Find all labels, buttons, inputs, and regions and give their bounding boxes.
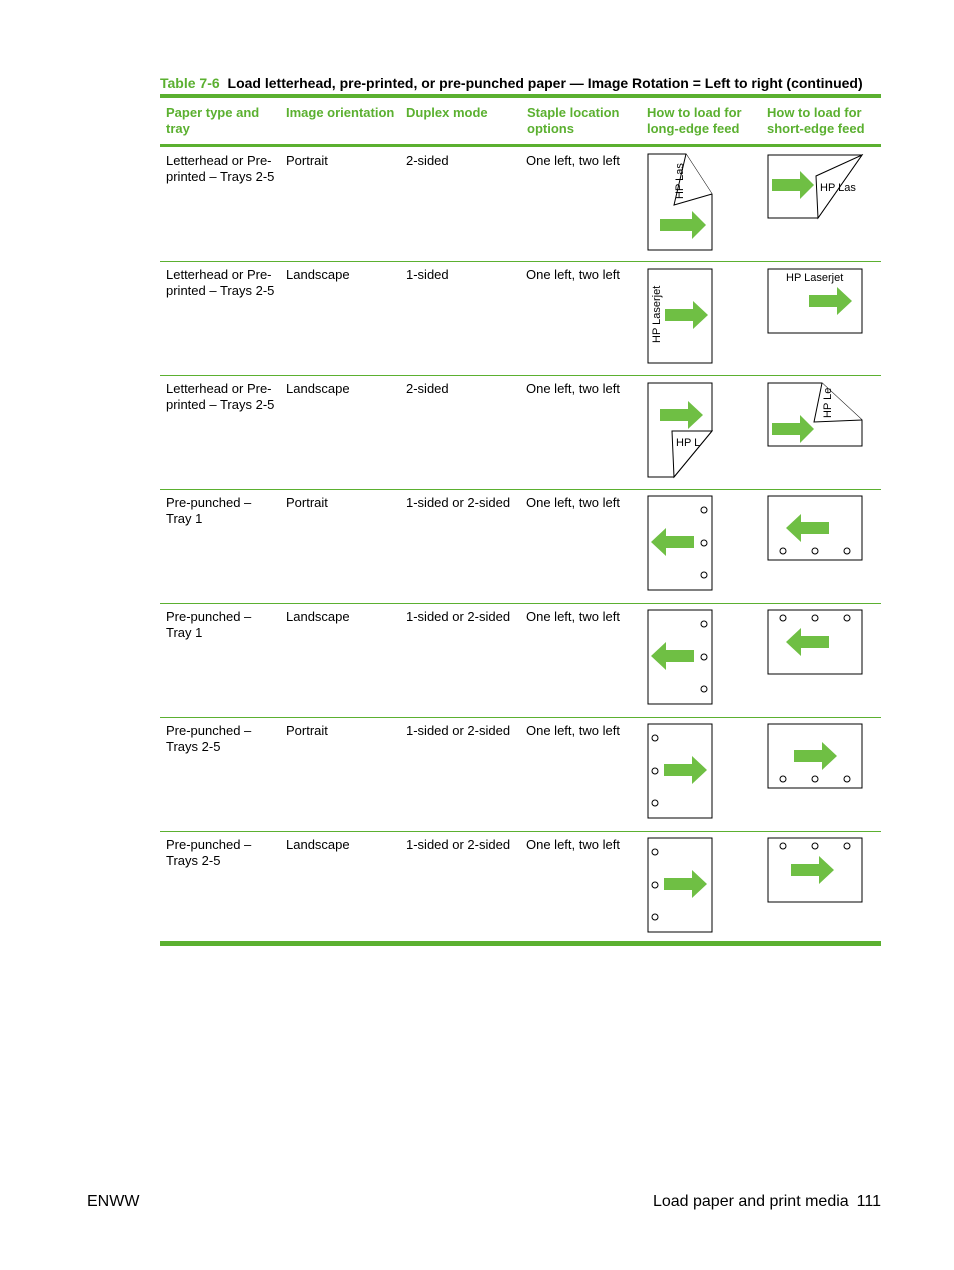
staple-cell: One left, two left xyxy=(526,381,620,396)
staple-cell: One left, two left xyxy=(526,495,620,510)
paper-type-cell: Pre-punched – Tray 1 xyxy=(166,609,252,640)
table-row xyxy=(160,489,881,604)
long-edge-feed-figure xyxy=(647,723,714,820)
footer-section-title: Load paper and print media xyxy=(652,1193,849,1210)
duplex-cell: 1-sided or 2-sided xyxy=(406,723,511,738)
orientation-cell: Landscape xyxy=(286,267,350,282)
hp-logo-text: HP Le xyxy=(822,387,834,418)
header-staple-location: Staple location options xyxy=(527,105,620,136)
hp-logo-text: HP L xyxy=(676,437,701,449)
duplex-cell: 2-sided xyxy=(406,381,449,396)
long-edge-feed-figure xyxy=(647,495,714,592)
table-row xyxy=(160,375,881,490)
header-duplex-mode: Duplex mode xyxy=(406,105,488,120)
paper-type-cell: Letterhead or Pre-printed – Trays 2-5 xyxy=(166,381,275,412)
staple-cell: One left, two left xyxy=(526,837,620,852)
header-long-edge-feed: How to load for long-edge feed xyxy=(647,105,742,136)
long-edge-feed-figure xyxy=(647,837,714,934)
table-title: Load letterhead, pre-printed, or pre-punched paper — Image Rotation = Left to right (continued) xyxy=(227,75,863,91)
duplex-cell: 1-sided or 2-sided xyxy=(406,609,511,624)
table-row xyxy=(160,261,881,376)
long-edge-feed-figure xyxy=(647,609,714,706)
staple-cell: One left, two left xyxy=(526,153,620,168)
hp-logo-text: HP Las xyxy=(820,182,856,194)
table-caption xyxy=(160,75,881,91)
table-row xyxy=(160,603,881,718)
duplex-cell: 1-sided or 2-sided xyxy=(406,837,511,852)
header-short-edge-feed: How to load for short-edge feed xyxy=(767,105,865,136)
hp-logo-text: HP Laserjet xyxy=(651,285,663,343)
orientation-cell: Portrait xyxy=(286,153,328,168)
footer-enww: ENWW xyxy=(87,1193,140,1210)
staple-cell: One left, two left xyxy=(526,723,620,738)
table-bottom-rule xyxy=(160,941,881,946)
header-image-orientation: Image orientation xyxy=(286,105,395,120)
short-edge-feed-figure xyxy=(767,495,864,561)
orientation-cell: Landscape xyxy=(286,837,350,852)
page-number: 111 xyxy=(856,1193,881,1210)
short-edge-feed-figure xyxy=(767,154,864,220)
short-edge-feed-figure xyxy=(767,268,864,334)
header-paper-type: Paper type and tray xyxy=(166,105,260,136)
duplex-cell: 2-sided xyxy=(406,153,449,168)
table-number: Table 7-6 xyxy=(160,75,220,91)
short-edge-feed-figure xyxy=(767,609,864,675)
table-row xyxy=(160,831,881,945)
staple-cell: One left, two left xyxy=(526,609,620,624)
paper-type-cell: Pre-punched – Trays 2-5 xyxy=(166,837,252,868)
duplex-cell: 1-sided or 2-sided xyxy=(406,495,511,510)
orientation-cell: Portrait xyxy=(286,495,328,510)
staple-cell: One left, two left xyxy=(526,267,620,282)
long-edge-feed-figure xyxy=(647,382,714,479)
short-edge-feed-figure xyxy=(767,382,864,448)
table-row xyxy=(160,717,881,832)
paper-type-cell: Pre-punched – Trays 2-5 xyxy=(166,723,252,754)
footer-section xyxy=(653,1193,881,1211)
orientation-cell: Portrait xyxy=(286,723,328,738)
orientation-cell: Landscape xyxy=(286,381,350,396)
long-edge-feed-figure xyxy=(647,268,714,365)
paper-type-cell: Letterhead or Pre-printed – Trays 2-5 xyxy=(166,267,275,298)
table-top-rule xyxy=(160,94,881,98)
orientation-cell: Landscape xyxy=(286,609,350,624)
short-edge-feed-figure xyxy=(767,723,864,789)
duplex-cell: 1-sided xyxy=(406,267,449,282)
table-row xyxy=(160,147,881,262)
paper-type-cell: Pre-punched – Tray 1 xyxy=(166,495,252,526)
hp-logo-text: HP Las xyxy=(674,163,686,199)
paper-type-cell: Letterhead or Pre-printed – Trays 2-5 xyxy=(166,153,275,184)
short-edge-feed-figure xyxy=(767,837,864,903)
long-edge-feed-figure xyxy=(647,153,714,251)
hp-logo-text: HP Laserjet xyxy=(786,272,844,284)
